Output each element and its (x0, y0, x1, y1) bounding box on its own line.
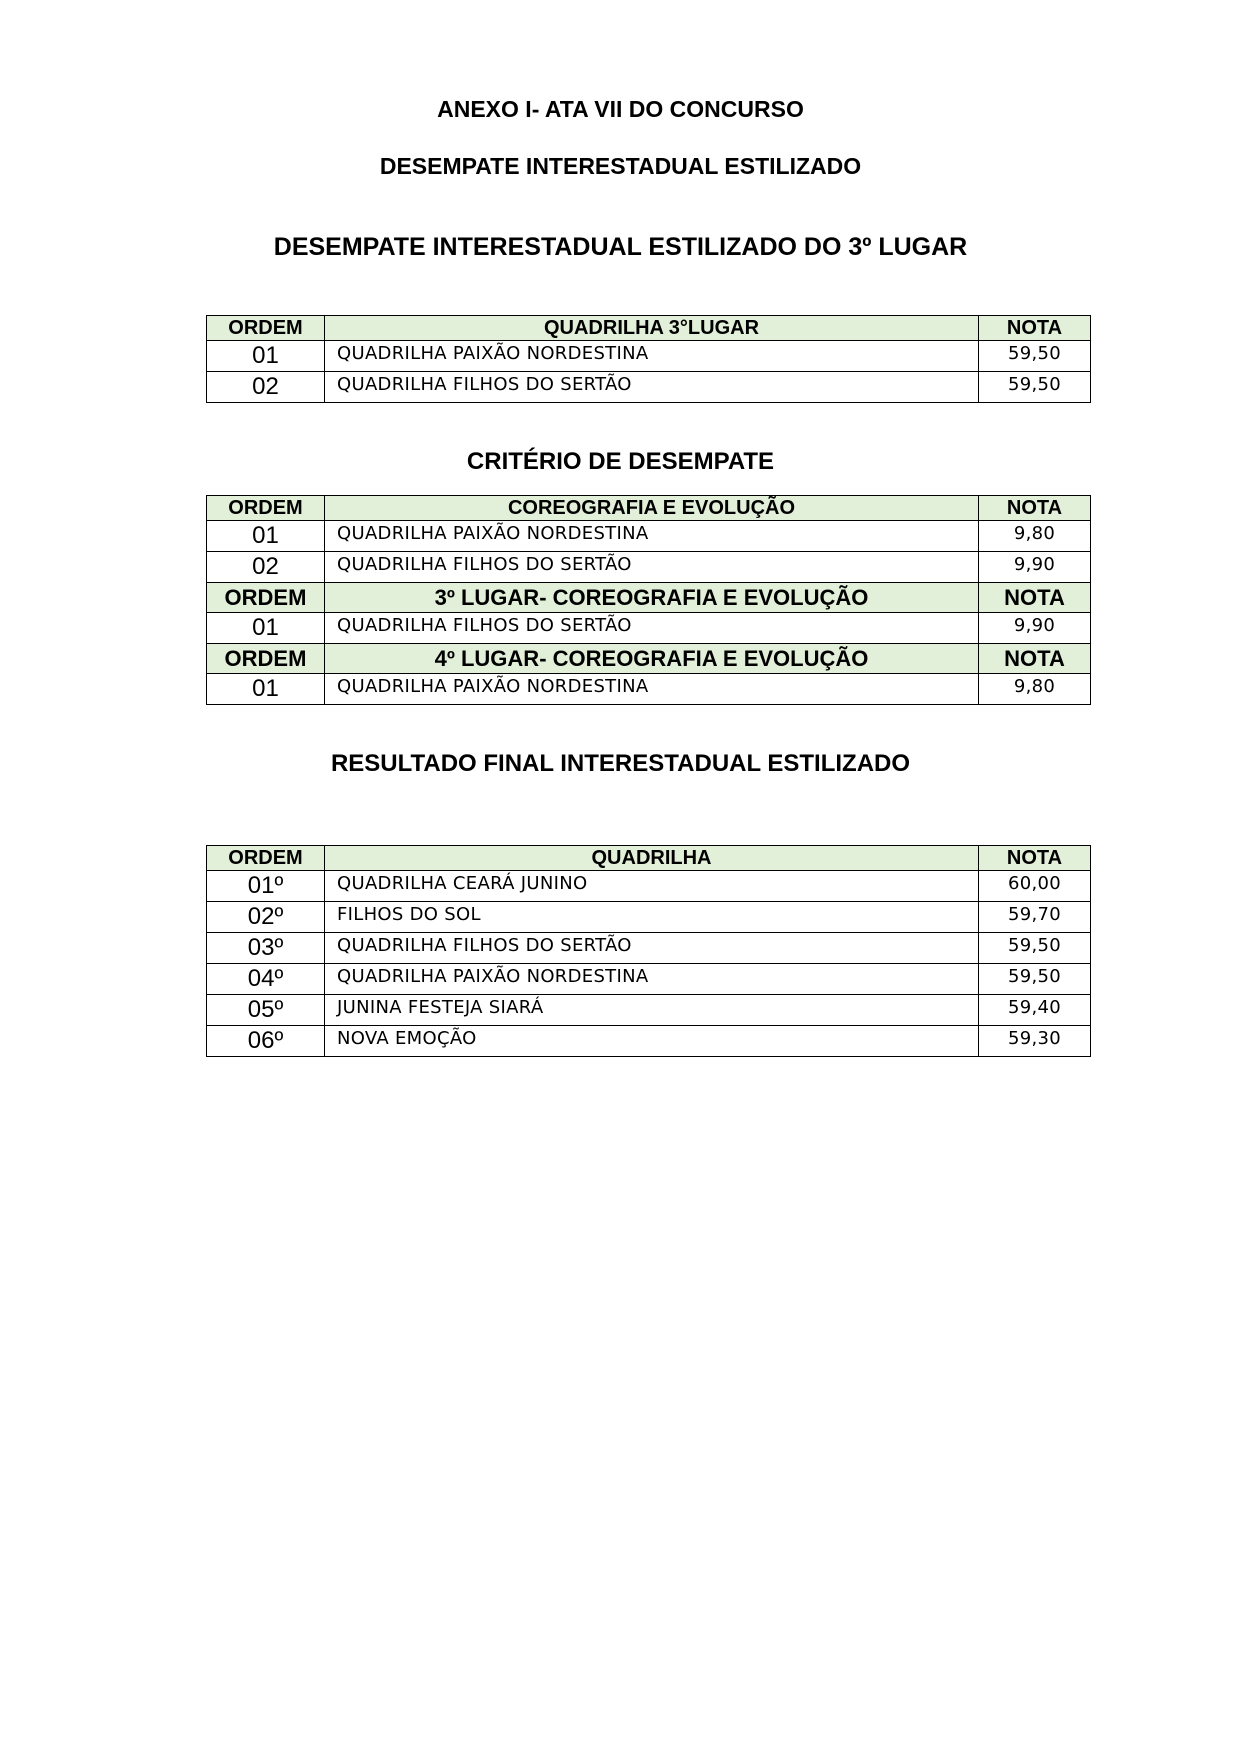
ordem-cell: 06º (207, 1026, 325, 1057)
ordem-cell: 01º (207, 871, 325, 902)
table-header-row (207, 846, 1091, 871)
ordem-cell: 01 (207, 341, 325, 372)
final-result-table (206, 845, 1091, 1057)
annex-title: ANEXO I- ATA VII DO CONCURSO (437, 96, 804, 122)
ordem-cell: 02 (207, 372, 325, 403)
table-row (207, 613, 1091, 644)
quadrilha-header: QUADRILHA 3°LUGAR (325, 316, 979, 341)
table-row (207, 933, 1091, 964)
table-row (207, 521, 1091, 552)
table-row (207, 1026, 1091, 1057)
quadrilha-header: QUADRILHA (325, 846, 979, 871)
third-place-title: DESEMPATE INTERESTADUAL ESTILIZADO DO 3º LUGAR (273, 233, 968, 261)
ordem-cell: 05º (207, 995, 325, 1026)
ordem-header: ORDEM (207, 316, 325, 341)
quadrilha-cell: QUADRILHA PAIXÃO NORDESTINA (325, 674, 979, 705)
table-row (207, 674, 1091, 705)
quadrilha-cell: QUADRILHA FILHOS DO SERTÃO (325, 552, 979, 583)
table-row (207, 372, 1091, 403)
nota-header: NOTA (979, 583, 1091, 613)
final-result-title: RESULTADO FINAL INTERESTADUAL ESTILIZADO (330, 750, 911, 777)
criterion-header: COREOGRAFIA E EVOLUÇÃO (325, 496, 979, 521)
nota-cell: 59,50 (979, 964, 1091, 995)
quadrilha-cell: QUADRILHA FILHOS DO SERTÃO (325, 933, 979, 964)
third-place-criterion-header: 3º LUGAR- COREOGRAFIA E EVOLUÇÃO (325, 583, 979, 613)
nota-cell: 59,70 (979, 902, 1091, 933)
ordem-cell: 01 (207, 521, 325, 552)
nota-cell: 59,40 (979, 995, 1091, 1026)
nota-cell: 9,90 (979, 552, 1091, 583)
ordem-cell: 03º (207, 933, 325, 964)
quadrilha-cell: QUADRILHA PAIXÃO NORDESTINA (325, 341, 979, 372)
quadrilha-cell: QUADRILHA PAIXÃO NORDESTINA (325, 964, 979, 995)
fourth-place-criterion-header: 4º LUGAR- COREOGRAFIA E EVOLUÇÃO (325, 644, 979, 674)
ordem-cell: 01 (207, 613, 325, 644)
criteria-title: CRITÉRIO DE DESEMPATE (466, 448, 775, 475)
ordem-header: ORDEM (207, 583, 325, 613)
quadrilha-cell: JUNINA FESTEJA SIARÁ (325, 995, 979, 1026)
nota-cell: 59,50 (979, 372, 1091, 403)
ordem-header: ORDEM (207, 846, 325, 871)
nota-cell: 59,50 (979, 933, 1091, 964)
quadrilha-cell: FILHOS DO SOL (325, 902, 979, 933)
table-header-row (207, 496, 1091, 521)
table-row (207, 995, 1091, 1026)
quadrilha-cell: QUADRILHA FILHOS DO SERTÃO (325, 372, 979, 403)
table-header-row (207, 583, 1091, 613)
criteria-table (206, 495, 1091, 705)
nota-header: NOTA (979, 496, 1091, 521)
nota-cell: 59,30 (979, 1026, 1091, 1057)
nota-cell: 9,80 (979, 521, 1091, 552)
quadrilha-cell: NOVA EMOÇÃO (325, 1026, 979, 1057)
table-row (207, 341, 1091, 372)
category-title: DESEMPATE INTERESTADUAL ESTILIZADO (379, 153, 862, 179)
ordem-cell: 02º (207, 902, 325, 933)
ordem-cell: 02 (207, 552, 325, 583)
nota-header: NOTA (979, 846, 1091, 871)
quadrilha-cell: QUADRILHA CEARÁ JUNINO (325, 871, 979, 902)
nota-cell: 60,00 (979, 871, 1091, 902)
table-header-row (207, 644, 1091, 674)
quadrilha-cell: QUADRILHA FILHOS DO SERTÃO (325, 613, 979, 644)
ordem-cell: 01 (207, 674, 325, 705)
table-row (207, 871, 1091, 902)
table-header-row (207, 316, 1091, 341)
nota-header: NOTA (979, 316, 1091, 341)
ordem-cell: 04º (207, 964, 325, 995)
nota-cell: 9,90 (979, 613, 1091, 644)
table-row (207, 552, 1091, 583)
nota-cell: 59,50 (979, 341, 1091, 372)
ordem-header: ORDEM (207, 496, 325, 521)
nota-cell: 9,80 (979, 674, 1091, 705)
table-row (207, 902, 1091, 933)
tie-table (206, 315, 1091, 403)
ordem-header: ORDEM (207, 644, 325, 674)
nota-header: NOTA (979, 644, 1091, 674)
table-row (207, 964, 1091, 995)
quadrilha-cell: QUADRILHA PAIXÃO NORDESTINA (325, 521, 979, 552)
